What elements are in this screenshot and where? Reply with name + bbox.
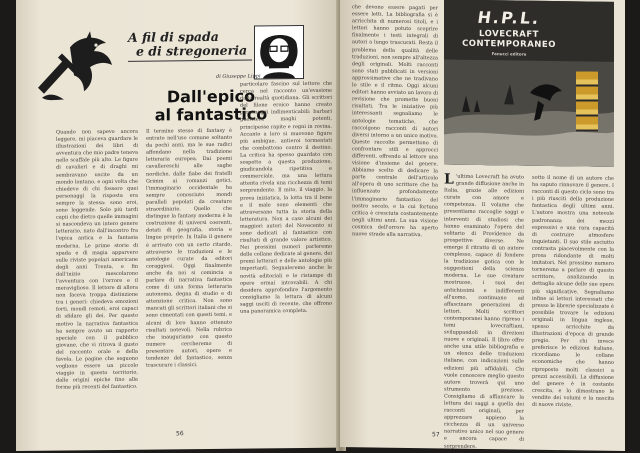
headline-line1: Dall'epico	[166, 86, 256, 107]
book-cover-illustration	[444, 0, 614, 167]
right-column-3: sotto il nome di un autore che ha saputo rinnovare il genere. I racconti di questo ciclo sono tra i più riusciti della produzione fantastica degli ultimi anni. L'autore mostra una notevole padronanza dei mezzi espressivi e una rara capacità di costruire atmosfere inquietanti. Il suo stile asciutto contrasta piacevolmente con la prosa ridondante di molti imitatori. Nel prossimo numero torneremo a parlare di questo scrittore, analizzando in dettaglio alcune delle sue opere più significative. Segnaliamo infine ai lettori interessati che presso le librerie specializzate è possibile trovare le edizioni originali in lingua inglese, spesso arricchite da illustrazioni d'epoca di grande pregio. Per chi invece preferisce le edizioni italiane, ricordiamo le collane economiche che hanno riproposto molti classici a prezzi accessibili. La diffusione del genere è in costante crescita, e lo dimostrano le vendite dei volumi e la nascita di nuove riviste.	[532, 174, 614, 409]
left-column-1: Quando non sapevo ancora leggere, mi piaceva guardare le illustrazioni dei libri di avventura che mio padre teneva nello scaffale più alto. Le figure di cavalieri e di draghi mi sembravano uscite da un mondo lontano, e ogni volta che chiedevo di chi fossero quei personaggi la risposta era sempre la stessa: sono eroi, sono leggende. Solo più tardi capii che dietro quelle immagini si nascondeva un intero genere letterario, nato dall'incontro fra l'epica antica e la fantasia moderna. Le prime storie di spada e di magia apparvero sulle riviste popolari americane degli anni Trenta, e fin dall'inizio mescolarono l'avventura con l'orrore e il meraviglioso. Il lettore di allora non faceva troppa distinzione tra i generi: chiedeva emozioni forti, mondi remoti, eroi capaci di sfidare gli dei. Per questo motivo la narrativa fantastica ha sempre avuto un rapporto speciale con il pubblico giovane, che vi ritrova il gusto del racconto orale e della favola. Le pagine che seguono vogliono essere un piccolo viaggio in questo territorio, dalle origini epiche fino alle forme più recenti del fantastico.	[56, 128, 138, 391]
byline: di Giuseppe Lippi	[216, 73, 261, 80]
drop-cap: L	[444, 171, 454, 188]
right-column-2-text: 'ultimo Lovecraft ha avuto grande diffusione anche in Italia, grazie alle edizioni curate con amore e competenza. Il volume che presentiamo raccoglie saggi e interventi di studiosi che hanno esaminato l'opera del solitario di Providence da prospettive diverse. Ne emerge il ritratto di un autore complesso, capace di fondere la tradizione gotica con le suggestioni della scienza moderna. Le sue creature mostruose, i suoi dei antichissimi e indifferenti all'uomo, continuano ad affascinare generazioni di lettori. Molti scrittori contemporanei hanno ripreso i temi lovecraftiani, sviluppandoli in direzioni nuove e originali. Il libro offre anche una utile bibliografia e un elenco delle traduzioni italiane, con indicazioni sulle edizioni più affidabili. Chi vuole conoscere meglio questo autore troverà qui uno strumento prezioso. Consigliamo di affiancare la lettura dei saggi a quella dei racconti originali, per apprezzare appieno la ricchezza di un universo narrativo unico nel suo genere e ancora capace di sorprendere.	[444, 173, 524, 450]
column-title-line1: A fil di spada	[128, 28, 219, 45]
illustration-title-main: H.P.L.	[476, 7, 542, 28]
column-title	[128, 30, 247, 59]
illustration-title	[444, 7, 574, 57]
page-number-right: 57	[432, 431, 440, 439]
left-column-2: Il termine stesso di fantasy è entrato nell'uso comune soltanto da pochi anni, ma le sue radici affondano nella tradizione letteraria europea. Dai poemi cavallereschi alle saghe nordiche, dalle fiabe dei fratelli Grimm ai romanzi gotici, l'immaginario occidentale ha sempre conosciuto mondi paralleli popolati da creature straordinarie. Quello che distingue la fantasy moderna è la costruzione di universi coerenti, dotati di geografia, storia e lingue proprie. In Italia il genere è arrivato con un certo ritardo, attraverso le traduzioni e le antologie curate da editori coraggiosi. Oggi finalmente anche da noi si comincia a parlare di narrativa fantastica come di una forma letteraria autonoma, degna di studio e di attenzione critica. Non sono mancati gli scrittori italiani che si sono cimentati con questi temi, e alcuni di loro hanno ottenuto risultati notevoli. Nella rubrica che inauguriamo con questo numero cercheremo di presentare autori, opere e tendenze del fantastico, senza trascurare i classici.	[146, 127, 232, 369]
dragon-sword-ornament-icon	[34, 29, 116, 104]
right-column-1: che devono essere pagati per essere letti. La bibliografia si è arricchita di numerosi titoli, e i lettori hanno potuto scoprire finalmente i testi integrali di autori a lungo trascurati. Resta il problema della qualità delle traduzioni, non sempre all'altezza degli originali. Molti racconti sono stati pubblicati in versioni approssimative che ne tradivano lo stile e il ritmo. Oggi alcuni editori hanno avviato un lavoro di revisione che promette buoni risultati. Tra le iniziative più interessanti segnaliamo le antologie tematiche, che raccolgono racconti di autori diversi intorno a un unico motivo. Queste raccolte permettono di confrontare stili e approcci differenti, offrendo al lettore una visione d'insieme del genere. Abbiamo scelto di dedicare la parte centrale dell'articolo all'opera di uno scrittore che ha influenzato profondamente l'immaginario fantastico del nostro secolo, e la cui fortuna critica è cresciuta costantemente negli ultimi anni. La sua visione cosmica dell'orrore ha aperto nuove strade alla narrativa.	[352, 4, 438, 239]
author-portrait	[254, 25, 304, 80]
headline-line2: al fantastico	[154, 104, 268, 125]
illustration-caption: Fanucci editore	[491, 51, 527, 57]
illustration-subtitle: LOVECRAFT CONTEMPORANEO	[462, 28, 556, 51]
cover-ribbon-decoration	[576, 71, 598, 131]
left-page	[16, 0, 341, 451]
left-column-3: particolare fascino sul lettore che cerca nel racconto un'evasione dalla realtà quotidiana. Gli scrittori del filone eroico hanno creato personaggi indimenticabili: barbari guerrieri, maghi potenti, principesse rapite e regni in rovina. Accanto a loro si muovono figure più ambigue, antieroi tormentati che combattono contro il destino. La critica ha spesso guardato con sospetto a questa produzione, giudicandola ripetitiva e commerciale, ma una lettura attenta rivela una ricchezza di temi sorprendente. Il mito, il viaggio, la prova iniziatica, la lotta tra il bene e il male sono elementi che attraversano tutta la storia della letteratura. Non a caso alcuni dei maggiori autori del Novecento si sono dedicati al fantastico con risultati di grande valore artistico. Nei prossimi numeri parleremo delle collane dedicate al genere, dei premi letterari e delle antologie più importanti. Segnaleremo anche le novità editoriali e le ristampe di opere ormai introvabili. A chi desidera approfondire l'argomento consigliamo la lettura di alcuni saggi usciti di recente, che offrono una panoramica completa.	[240, 80, 332, 315]
column-title-line2: e di stregoneria	[136, 42, 248, 59]
title-rule	[128, 60, 252, 62]
page-number-left: 56	[176, 430, 184, 438]
right-column-2	[444, 171, 524, 450]
right-page	[340, 0, 625, 451]
